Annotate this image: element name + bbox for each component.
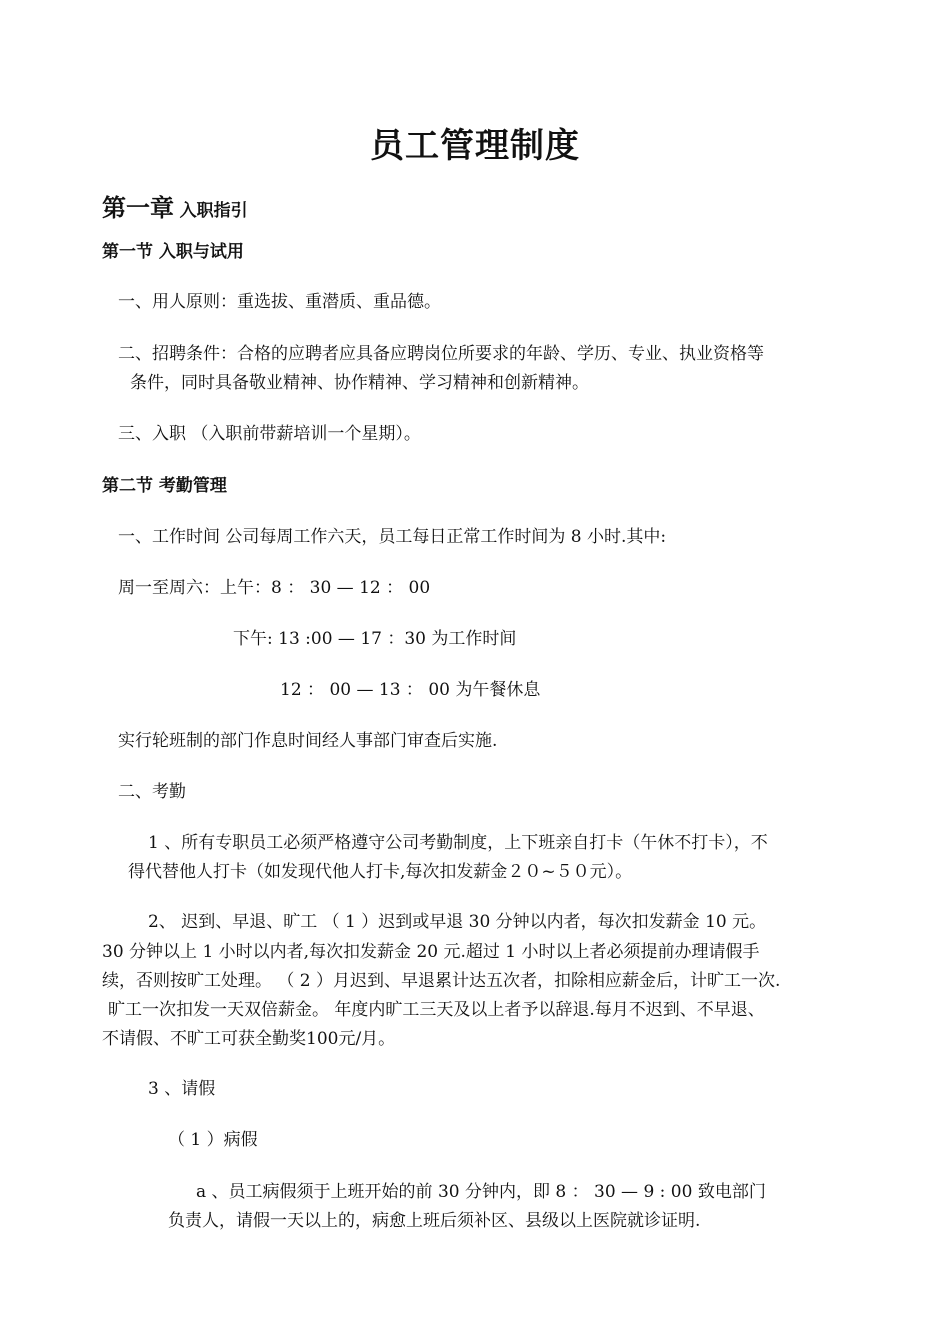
schedule-afternoon: 下午: 13 :00 — 17 ：30 为工作时间 (233, 629, 517, 649)
chapter-heading (102, 188, 248, 223)
rule-late-leave-line1: 2、 迟到、早退、旷工 （ 1 ）迟到或早退 30 分钟以内者，每次扣发薪金 10 元。 (148, 912, 767, 932)
rule-clock-in-line1: 1 、所有专职员工必须严格遵守公司考勤制度，上下班亲自打卡（午休不打卡），不 (148, 833, 768, 853)
chapter-name: 入职指引 (179, 201, 248, 221)
subheading-leave: 3 、请假 (148, 1079, 216, 1099)
chapter-number: 第一章 (102, 194, 174, 222)
rule-late-leave-line5: 不请假、不旷工可获全勤奖100元/月。 (102, 1029, 396, 1049)
schedule-lunch-break: 12 ： 00 — 13 ： 00 为午餐休息 (280, 680, 541, 700)
rule-late-leave-line2: 30 分钟以上 1 小时以内者,每次扣发薪金 20 元.超过 1 小时以上者必须提前办理请假手 (102, 942, 760, 962)
rule-clock-in-line2: 得代替他人打卡（如发现代他人打卡,每次扣发薪金２０~５０元）。 (128, 862, 633, 882)
subheading-sick-leave: （ 1 ）病假 (168, 1130, 258, 1150)
section-heading-onboarding: 第一节 入职与试用 (102, 242, 244, 262)
paragraph-hiring-principle: 一、用人原则：重选拔、重潜质、重品德。 (118, 292, 441, 312)
document-title: 员工管理制度 (370, 126, 580, 166)
rule-late-leave-line3: 续，否则按旷工处理。 （ 2 ）月迟到、早退累计达五次者，扣除相应薪金后，计旷工一次. (102, 971, 781, 991)
section-heading-attendance: 第二节 考勤管理 (102, 476, 227, 496)
paragraph-recruitment-conditions-line2: 条件，同时具备敬业精神、协作精神、学习精神和创新精神。 (130, 373, 589, 393)
paragraph-onboarding-training: 三、入职 （入职前带薪培训一个星期）。 (118, 424, 421, 444)
subheading-attendance: 二、考勤 (118, 782, 186, 802)
rule-sick-leave-line1: a 、员工病假须于上班开始的前 30 分钟内，即 8 ： 30 — 9 : 00 致电部门 (196, 1182, 766, 1202)
paragraph-working-hours: 一、工作时间 公司每周工作六天，员工每日正常工作时间为 8 小时.其中: (118, 527, 667, 547)
rule-late-leave-line4: 旷工一次扣发一天双倍薪金。 年度内旷工三天及以上者予以辞退.每月不迟到、不早退、 (108, 1000, 765, 1020)
paragraph-recruitment-conditions-line1: 二、招聘条件：合格的应聘者应具备应聘岗位所要求的年龄、学历、专业、执业资格等 (118, 344, 764, 364)
schedule-morning: 周一至周六：上午：8 ： 30 — 12 ： 00 (118, 578, 431, 598)
paragraph-shift-rule: 实行轮班制的部门作息时间经人事部门审查后实施. (118, 731, 498, 751)
rule-sick-leave-line2: 负责人，请假一天以上的，病愈上班后须补区、县级以上医院就诊证明. (168, 1211, 701, 1231)
